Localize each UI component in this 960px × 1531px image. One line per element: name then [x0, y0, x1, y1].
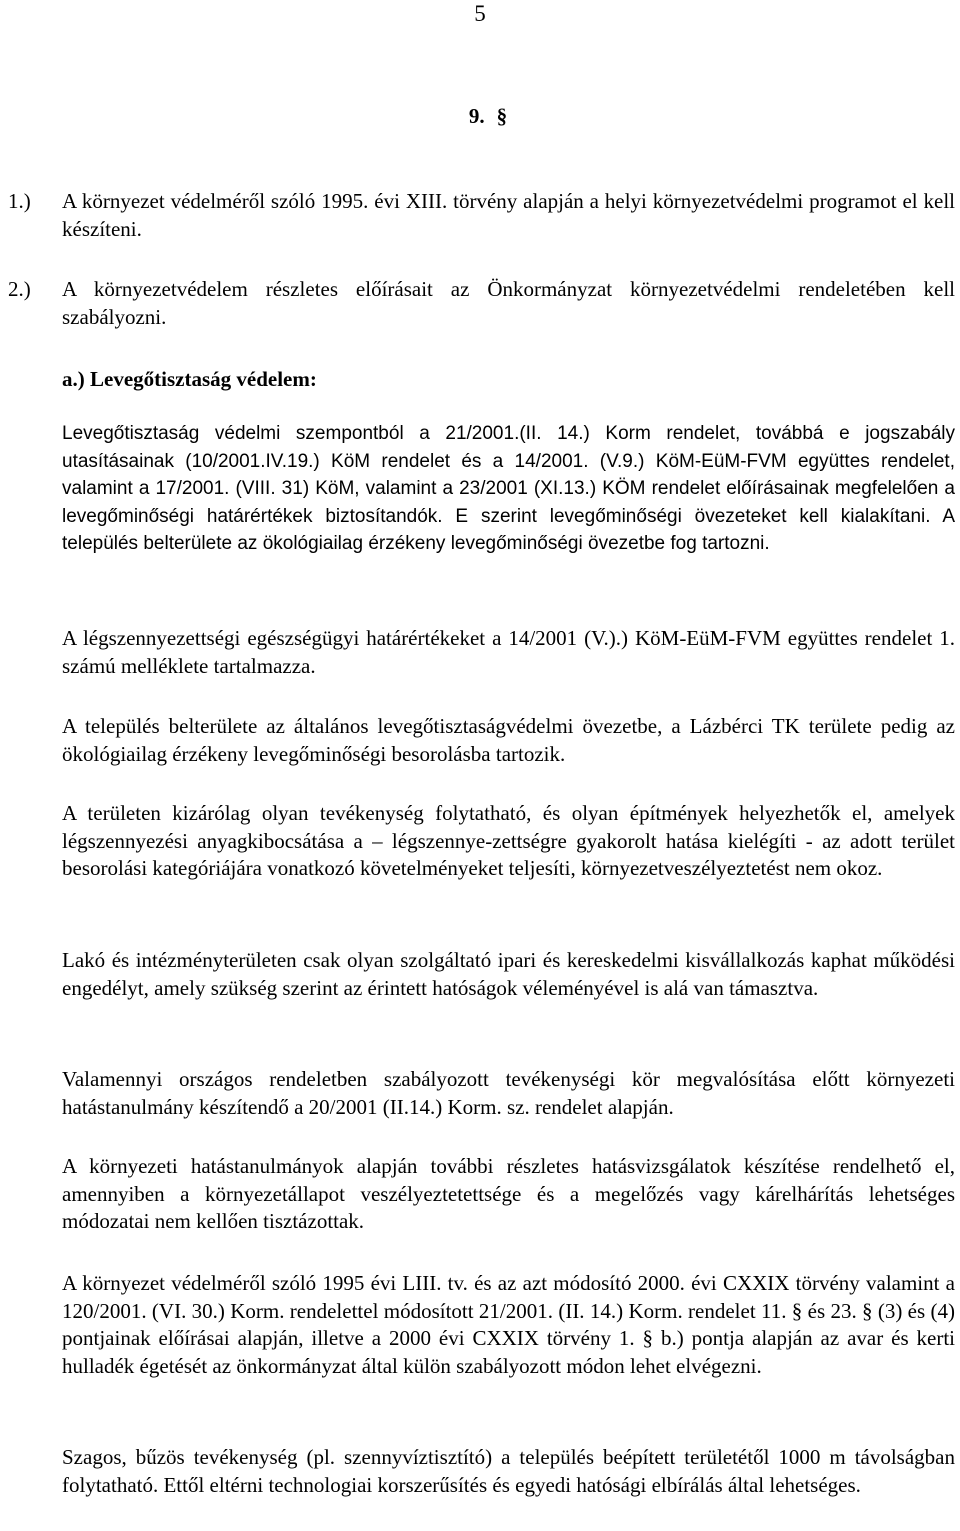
list-item-1-content [8, 188, 955, 243]
paragraph-health-limits: A légszennyezettségi egészségügyi határértékeket a 14/2001 (V.).) KöM-EüM-FVM együttes rendelet 1. számú melléklete tartalmazza. [62, 626, 955, 678]
list-item-2-text: A környezetvédelem részletes előírásait az Önkormányzat környezetvédelmi rendeletében kell szabályozni. [62, 277, 955, 329]
paragraph-waste-burning: A környezet védelméről szóló 1995 évi LIII. tv. és az azt módosító 2000. évi CXXIX törvény valamint a 120/2001. (VI. 30.) Korm. rendelettel módosított 21/2001. (II. 14.) Korm. rendelet 11. § és 23. § (3) és (4) pontjainak előírásai alapján, illetve a 2000 évi CXXIX törvény 1. § b.) pontja alapján az avar és kerti hulladék égetését az önkormányzat által külön szabályozott módon lehet elvégezni. [62, 1271, 955, 1378]
page-number: 5 [474, 1, 486, 26]
list-item-1 [8, 188, 955, 243]
paragraph-impact-study: Valamennyi országos rendeletben szabályozott tevékenységi kör megvalósítása előtt környezeti hatástanulmány készítendő a 20/2001 (II.14.) Korm. sz. rendelet alapján. [62, 1067, 955, 1119]
section-title [0, 102, 960, 130]
section-symbol: § [496, 104, 508, 128]
list-item-2 [8, 276, 955, 331]
paragraph-permitted-activities: A területen kizárólag olyan tevékenység folytatható, és olyan építmények helyezhetők el, amelyek légszennyezési anyagkibocsátása a – légszennye-zettségre gyakorolt hatása kielégíti - az adott terület besorolási kategóriájára vonatkozó követelményeket teljesíti, környezetveszélyeztetést nem okoz. [62, 801, 955, 880]
paragraph-business-permits: Lakó és intézményterületen csak olyan szolgáltató ipari és kereskedelmi kisvállalkozás kaphat működési engedélyt, amely szükség szerint az érintett hatóságok véleményével is alá van támasztva. [62, 948, 955, 1000]
list-item-2-marker: 2.) [8, 277, 31, 301]
list-item-1-text: A környezet védelméről szóló 1995. évi XIII. törvény alapján a helyi környezetvédelmi programot el kell készíteni. [62, 189, 955, 241]
paragraph-detailed-assessment: A környezeti hatástanulmányok alapján további részletes hatásvizsgálatok készítése rendelhető el, amennyiben a környezetállapot veszélyeztetettsége és a megelőzés vagy kárelhárítás lehetséges módozatai nem kellően tisztázottak. [62, 1154, 955, 1233]
paragraph-zone-classification: A település belterülete az általános levegőtisztaságvédelmi övezetbe, a Lázbérci TK területe pedig az ökológiailag érzékeny levegőminőségi besorolásba tartozik. [62, 714, 955, 766]
paragraph-air-quality-regulations: Levegőtisztaság védelmi szempontból a 21/2001.(II. 14.) Korm rendelet, továbbá e jogszabály utasításainak (10/2001.IV.19.) KöM rendelet és a 14/2001. (V.9.) KöM-EüM-FVM együttes rendelet, valamint a 17/2001. (VIII. 31) KöM, valamint a 23/2001 (XI.13.) KÖM rendelet előírásainak megfelelően a levegőminőségi határértékek biztosítandók. E szerint levegőminőségi övezeteket kell kialakítani. A település belterülete az ökológiailag érzékeny levegőminőségi övezetbe fog tartozni. [62, 423, 955, 554]
list-item-2-content [8, 276, 955, 331]
section-number: 9. [468, 104, 485, 128]
list-item-1-marker: 1.) [8, 189, 31, 213]
subheading-air-quality: a.) Levegőtisztaság védelem: [62, 367, 317, 391]
paragraph-odor-activities: Szagos, bűzös tevékenység (pl. szennyvíztisztító) a település beépített területétől 1000 m távolságban folytatható. Ettől eltérni technologiai korszerűsítés és egyedi hatósági elbírálás által lehetséges. [62, 1445, 955, 1497]
